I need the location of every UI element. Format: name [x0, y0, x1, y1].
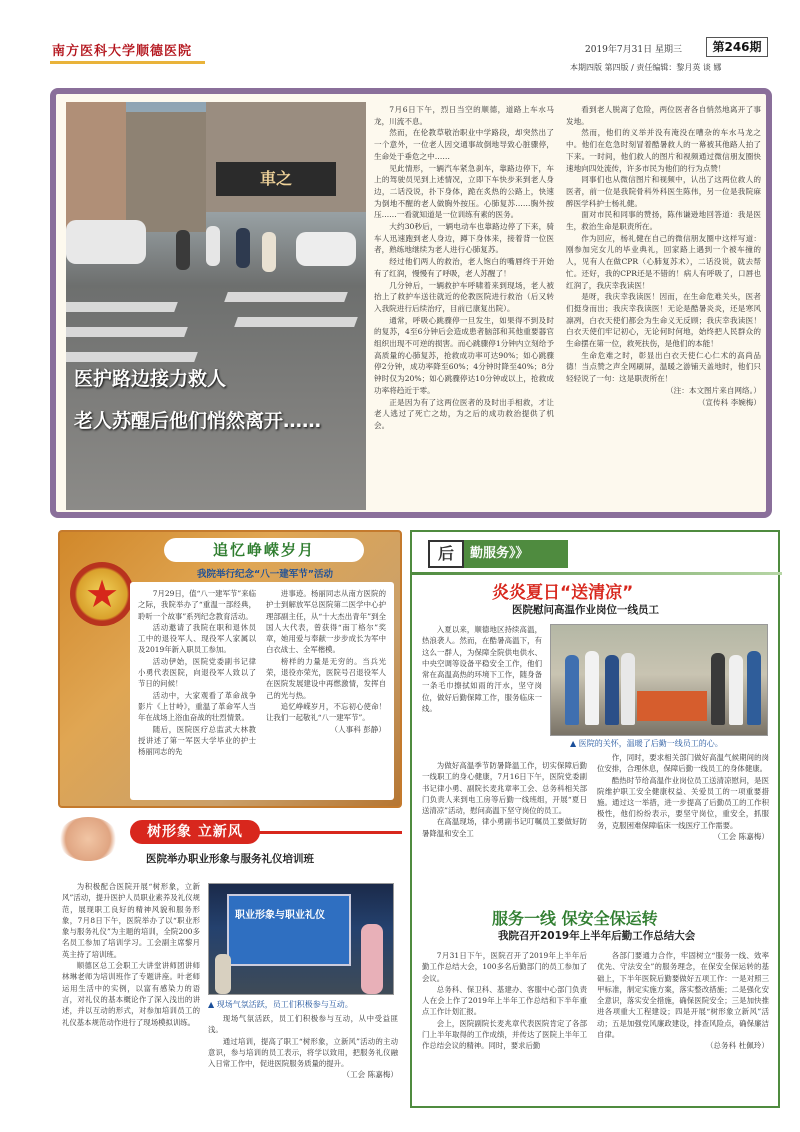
paragraph: 随后，医院医疗总监武大林教授讲述了第一军医大学毕业的护士杨丽同志的先 [138, 724, 256, 757]
accident-photo [66, 102, 366, 510]
paragraph: 通常，呼吸心跳骤停一旦发生，如果得不到及时的复苏，4至6分钟后会造成患者脑部和其他重要器官组织出现不可逆的损害。而心跳骤停1分钟内立刻给予高质量的心肺复苏，抢救成功率可达90%；如心跳骤停2分钟，成功率降至60%；4分钟时降至40%；8分钟时仅为20%；如心跳骤停达10分钟或以上，抢救成功率将趋近于零。 [374, 315, 554, 395]
paragraph: 各部门要通力合作，牢固树立“服务一线、效率优先、守法安全”的服务理念，在保安全保运转的基础上，下半年医院后勤要做好五项工作：一是对照三甲标准，制定实施方案，落实整改措施；二是强化安全意识，落实安全措施，确保医院安全；三是加快推进各项重大工程建设；四是开展“树形象立新风”活动；五是加强党风廉政建设，排查风险点，确保廉洁自律。 [597, 951, 769, 1040]
story1-column-1 [422, 624, 542, 714]
photo-caption: ▲ 现场气氛活跃，员工们积极参与互动。 [208, 1000, 353, 1009]
paragraph: 是呀，我庆幸我读医！因而，在生命危难关头，医者们挺身而出；我庆幸我读医！无论是酷暑炎炎，还是寒风凛冽，白衣天使们都会为生命义无反顾；我庆幸我读医！白衣天使们牢记初心，无论何时何地，始终把人民群众的生命摆在第一位，救死扶伤，是他们的本能！ [566, 292, 761, 349]
paragraph: 同事们也从微信图片和视频中，认出了这两位救人的医者，前一位是我院骨科外科医生陈伟，另一位是我院麻醉医学科护士杨礼健。 [566, 175, 761, 208]
article-author: （工会 陈嘉梅） [342, 1070, 398, 1080]
feature-column-2 [566, 104, 761, 408]
image-section [58, 815, 402, 1105]
memory-section [58, 530, 402, 808]
article-author: （工会 陈嘉梅） [713, 832, 769, 842]
screen-text: 职业形象与职业礼仪 [235, 910, 325, 921]
paragraph: 酷热时节给高温作业岗位员工送清凉慰问，是医院维护职工安全健康权益、关爱员工的一项重要措施。通过这一举措，进一步提高了后勤员工的工作积极性，他们纷纷表示，要坚守岗位，重安全，抓服务，克服困难保障临床一线医疗工作需要。 [597, 775, 769, 830]
paragraph: 进事迹。杨丽同志从南方医院的护士到解放军总医院第二医学中心护理部副主任，从“十大杰出青年”到全国人大代表，曾获得“南丁格尔”奖章，她用爱与奉献一步步成长为军中白衣战士、全军楷模。 [266, 589, 386, 655]
issue-number: 第246期 [706, 37, 768, 57]
section-head-text: 勤服务》》 [464, 540, 568, 568]
paragraph: 活动邀请了我院在职和退休员工中的退役军人、现役军人家属以及2019年新入职员工参加。 [138, 622, 256, 655]
hospital-logo: 南方医科大学顺德医院 [52, 44, 193, 59]
paragraph: 生命危难之时，彰显出白衣天使仁心仁术的高尚品德！当点赞之声全网刷屏，温暖之游铺天盖地时，他们只轻轻说了一句：这是职责所在！ [566, 350, 761, 384]
issue-date: 2019年7月31日 星期三 [585, 45, 682, 55]
paragraph: 为积极配合医院开展“树形象，立新风”活动，提升医护人员职业素养及礼仪规范，展现职工良好的精神风貌和服务形象，7月8日下午，医院举办了以“职业形象与服务礼仪”为主题的培训，全院200多名员工参加了培训学习。工会副主席黎月英主持了培训班。 [62, 882, 200, 959]
paragraph: 榜样的力量是无穷的。当兵光荣，退役亦荣光，医院号召退役军人在医院发展建设中再燃激情，发挥自己的光与热。 [266, 656, 386, 700]
logo-underline [50, 61, 205, 64]
paragraph: 会上，医院副院长麦兆章代表医院肯定了各部门上半年取得的工作成绩，并传达了医院上半年工作总结会议的精神。同时，要求后勤 [422, 1018, 587, 1051]
story1-column-3 [597, 752, 769, 842]
paragraph: 几分钟后，一辆救护车呼啸着来到现场，老人被抬上了救护车送往就近的伦教医院进行救治（后又转入我院进行后续治疗，目前已康复出院）。 [374, 280, 554, 313]
section-band [412, 572, 782, 575]
paragraph: 现场气氛活跃，员工们积极参与互动，从中受益匪浅。 [208, 1014, 398, 1035]
article-column-2 [208, 1013, 398, 1081]
feature-column-1 [374, 104, 554, 432]
story1-column-2 [422, 760, 587, 839]
paragraph: 7月29日，值“八一建军节”来临之际，我院举办了“重温一部经典，聆听一个故事”系列纪念教育活动。 [138, 589, 256, 621]
paragraph: 通过培训，提高了职工“树形象，立新风”活动的主动意识，参与培训的员工表示，将学以致用，把服务礼仪融入日常工作中，促进医院服务质量的提升。 [208, 1036, 398, 1069]
paragraph: 作为回应，杨礼健在自己的微信朋友圈中这样写道：刚参加完女儿的毕业典礼，回家路上遇到一个被车撞的人，见有人在做CPR（心肺复苏术），二话没说，就去帮忙。还好，我的CPR还是不错的！病人有呼吸了，口唇也红润了，我庆幸我读医！ [566, 233, 761, 290]
paragraph: 顺德区总工会职工大讲堂讲师团讲师林琳老师为培训班作了专题讲座。叶老师运用生活中的实例，以富有感染力的语言，对礼仪的基本概论作了深入浅出的讲述，并以互动的形式，对参加培训员工的礼仪基本规范动作进行了现场模拟训练。 [62, 961, 200, 1027]
story2-title: 服务一线 保安全保运转 [492, 909, 658, 928]
paragraph: 大约30秒后，一辆电动车也靠路边停了下来，骑车人迅速跑到老人身边，蹲下身体来，接着背一位医者，熟练地继续为老人进行心肺复苏。 [374, 222, 554, 255]
story1-subtitle: 医院慰问高温作业岗位一线员工 [512, 604, 659, 616]
shop-sign: 車之 [216, 162, 336, 196]
story2-column-2 [597, 950, 769, 1052]
article-author: （宣传科 李婉梅） [697, 397, 761, 407]
logistics-section [410, 530, 780, 1108]
feature-headline-1: 医护路边接力救人 [74, 368, 227, 390]
paragraph: 然而，他们的义举并没有淹没在嘈杂的车水马龙之中。他们在危急时刻冒着酷暑救人的一幕被其他路人拍了下来。一时间，他们救人的图片和视频通过微信朋友圈快速地向四处流传，许多市民为他们的行为点赞！ [566, 128, 761, 173]
paragraph: 经过他们两人的救治，老人饱白的嘴唇终于开始有了红润，慢慢有了呼吸，老人苏醒了！ [374, 257, 554, 278]
article-author: （总务科 杜佩玲） [705, 1041, 769, 1051]
section-title: 追忆峥嵘岁月 [164, 538, 364, 562]
training-photo [208, 883, 394, 995]
story2-subtitle: 我院召开2019年上半年后勤工作总结大会 [498, 930, 696, 942]
feature-headline-2: 老人苏醒后他们悄然离开…… [74, 410, 322, 432]
top-feature-article [50, 88, 772, 518]
paragraph: 为做好高温季节防暑降温工作，切实保障后勤一线职工的身心健康，7月16日下午，医院党委副书记律小勇、副院长麦兆章率工会、总务科相关部门负责人来到电工房等后勤一线班组，开展“夏日送清凉”活动，慰问高温下坚守岗位的员工。 [422, 761, 587, 816]
section-subtitle: 医院举办职业形象与服务礼仪培训班 [146, 853, 314, 865]
paragraph: 总务科、保卫科、基建办、客服中心部门负责人在会上作了2019年上半年工作总结和下半年重点工作计划汇报。 [422, 984, 587, 1017]
logistics-photo [550, 624, 768, 736]
article-column-1 [138, 588, 256, 757]
paragraph: 看到老人脱离了危险，两位医者各自悄然地离开了事发地。 [566, 105, 761, 126]
paragraph: 作，同时，要求相关部门做好高温气候期间的岗位安排，合理休息，保障后勤一线员工的身体健康。 [597, 753, 769, 774]
projector-screen [227, 894, 351, 966]
story1-title: 炎炎夏日“送清凉” [492, 583, 634, 603]
paragraph: 在高温现场，律小勇副书记叮嘱员工要做好防暑降温和安全工 [422, 817, 587, 838]
paragraph: 追忆峥嵘岁月，不忘初心使命！让我们一起敬礼“八一建军节”。 [266, 701, 386, 723]
article-column-1 [62, 881, 200, 1028]
article-author: （人事科 彭静） [330, 724, 386, 734]
page-header [0, 0, 800, 72]
article-column-2 [266, 588, 386, 735]
section-subtitle: 我院举行纪念“八一建军节”活动 [197, 569, 333, 580]
article-box [130, 582, 394, 800]
army-emblem-icon: ★ [70, 562, 134, 626]
paragraph: 入夏以来，顺德地区持续高温，热浪袭人。然而，在酷暑高温下，有这么一群人，为保障全院供电供水、中央空调等设备平稳安全工作，他们常在高温高热的环境下工作，随身备一条毛巾擦拭如雨的汗水，坚守岗位，做好后勤保障工作，服务临床一线。 [422, 625, 542, 714]
paragraph: 然而，在伦教草敬治职业中学路段，却突然出了一个意外，一位老人因交通事故倒地导致心脏骤停，生命处于垂危之中…… [374, 128, 554, 161]
paragraph: 活动中，大家观看了革命战争影片《上甘岭》，重温了革命军人当年在战场上浴血奋战的壮烈情景。 [138, 690, 256, 723]
paragraph: 面对市民和同事的赞扬，陈伟谦逊地回答道：我是医生，救治生命是职责所在。 [566, 210, 761, 232]
paragraph: 见此情形，一辆汽车紧急刹车，靠路边停下，车上的驾驶员见到上述情况，立即下车快步来到老人身边，二话没说，扑下身体，跪在炙热的公路上，快速为倒地不醒的老人做胸外按压。心肺复苏……胸外按压……一看就知道是一位训练有素的医务。 [374, 163, 554, 220]
paragraph: 7月6日下午，烈日当空的顺德，道路上车水马龙，川流不息。 [374, 105, 554, 126]
title-rule [258, 831, 402, 834]
handshake-icon [58, 817, 118, 861]
editor-line: 本期四版 第四版 / 责任编辑：黎月英 谈 娜 [570, 63, 722, 72]
photo-caption: ▲ 医院的关怀，温暖了后勤一线员工的心。 [570, 739, 723, 748]
paragraph: 正是因为有了这两位医者的及时出手相救，才让老人逃过了死亡之劫，为之后的成功救治提供了机会。 [374, 397, 554, 430]
section-title: 树形象 立新风 [130, 820, 260, 844]
story2-column-1 [422, 950, 587, 1052]
paragraph: 7月31日下午，医院召开了2019年上半年后勤工作总结大会，100多名后勤部门的员工参加了会议。 [422, 951, 587, 983]
section-head-char: 后 [428, 540, 464, 568]
photo-note: （注：本文图片来自网络。） [666, 385, 761, 395]
paragraph: 活动伊始，医院党委副书记律小勇代表医院，向退役军人致以了节日的问候！ [138, 656, 256, 689]
